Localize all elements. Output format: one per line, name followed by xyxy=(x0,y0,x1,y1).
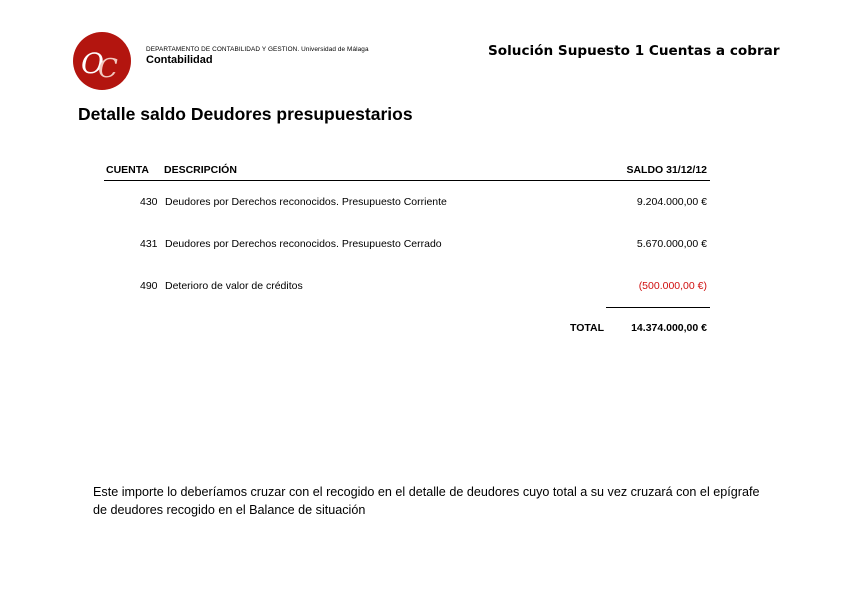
section-title: Detalle saldo Deudores presupuestarios xyxy=(78,104,413,124)
oc-logo-icon xyxy=(72,31,132,91)
row-430-code: 430 xyxy=(140,196,158,208)
slide-title: Solución Supuesto 1 Cuentas a cobrar xyxy=(488,43,780,59)
total-amount: 14.374.000,00 € xyxy=(631,322,707,334)
row-490-amount: (500.000,00 €) xyxy=(638,280,707,292)
row-431-code: 431 xyxy=(140,238,158,250)
row-490-description: Deterioro de valor de créditos xyxy=(165,280,303,292)
explanatory-note: Este importe lo deberíamos cruzar con el recogido en el detalle de deudores cuyo total a su vez cruzará con el epígrafe de deudores recogido en el Balance de situación xyxy=(93,485,760,517)
column-header-cuenta: CUENTA xyxy=(106,164,149,176)
svg-text:C: C xyxy=(98,54,118,84)
row-431-description: Deudores por Derechos reconocidos. Presupuesto Cerrado xyxy=(165,238,442,250)
row-490-code: 490 xyxy=(140,280,158,292)
total-divider xyxy=(606,307,710,308)
subject-name: Contabilidad xyxy=(146,54,213,66)
department-name: DEPARTAMENTO DE CONTABILIDAD Y GESTION. Universidad de Málaga xyxy=(146,46,369,53)
column-header-descripcion: DESCRIPCIÓN xyxy=(164,164,237,176)
column-header-saldo: SALDO 31/12/12 xyxy=(626,164,707,176)
header-divider xyxy=(104,180,710,181)
total-label: TOTAL xyxy=(569,322,604,334)
svg-text:O: O xyxy=(81,47,104,80)
row-431-amount: 5.670.000,00 € xyxy=(636,238,707,250)
row-430-description: Deudores por Derechos reconocidos. Presupuesto Corriente xyxy=(165,196,447,208)
row-430-amount: 9.204.000,00 € xyxy=(636,196,707,208)
